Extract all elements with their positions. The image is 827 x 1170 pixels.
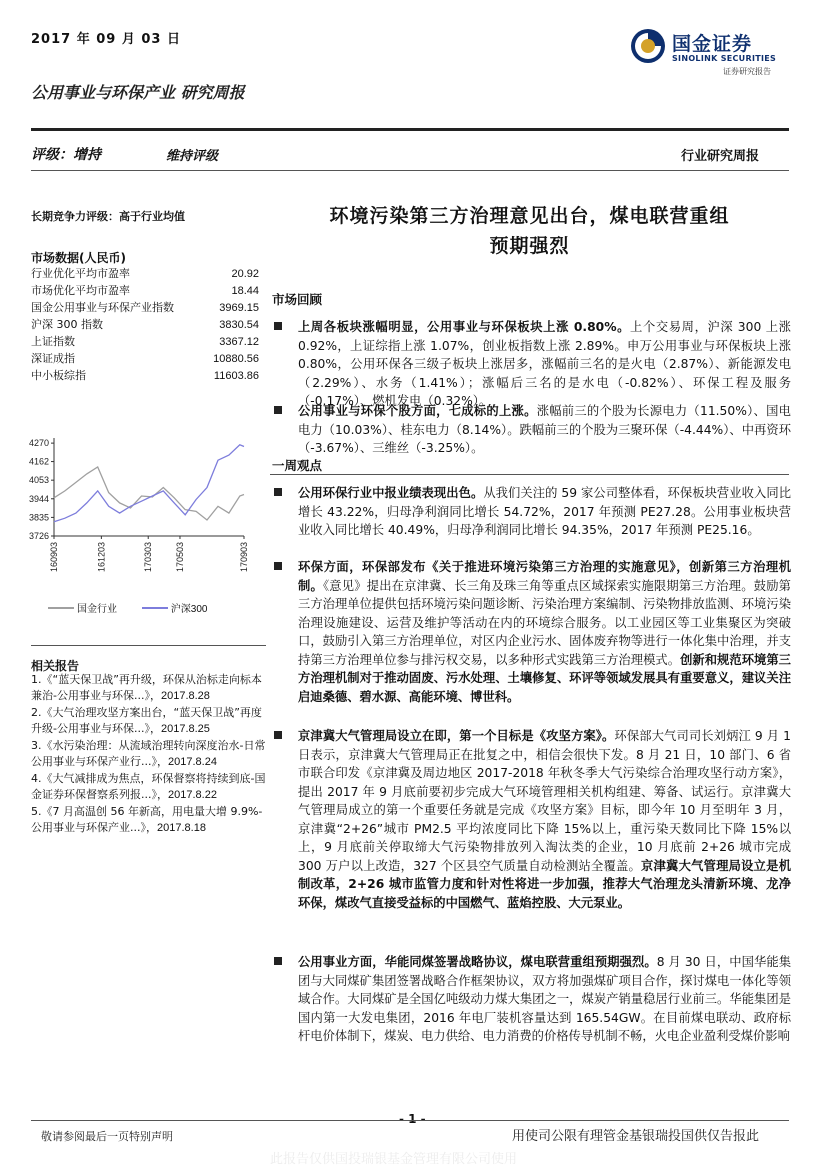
- y-tick-label: 4162: [28, 456, 49, 467]
- market-data-row: [31, 267, 259, 281]
- bullet-bold: 京津冀大气管理局设立在即，第一个目标是《攻坚方案》。: [298, 729, 615, 743]
- related-reports-list: [31, 672, 266, 837]
- bullet-icon: [274, 731, 282, 739]
- market-data-label: 市场优化平均市盈率: [31, 284, 130, 297]
- logo-english-name: SINOLINK SECURITIES: [672, 54, 777, 63]
- related-reports-title: 相关报告: [31, 659, 80, 673]
- legend-item-hs300: [142, 600, 208, 615]
- report-category-title: 公用事业与环保产业 研究周报: [31, 83, 245, 102]
- bullet-text: 涨幅前三的个股为长源电力（11.50%）、国电电力（10.03%）、桂东电力（8.14%）。跌幅前三的个股为三聚环保（-4.44%）、中再资环（-3.67%）、三维丝（-3.25%）。: [298, 404, 791, 455]
- report-date: 2017 年 09 月 03 日: [31, 32, 181, 47]
- legend-swatch-industry: [48, 607, 74, 609]
- related-report-item[interactable]: [31, 705, 266, 737]
- bullet-air-management: [274, 727, 791, 912]
- page-number: - 1 -: [399, 1112, 426, 1126]
- market-data-table: [31, 267, 259, 386]
- market-data-value: 20.92: [231, 268, 259, 280]
- bullet-earnings: [274, 484, 791, 540]
- market-data-value: 11603.86: [213, 370, 259, 382]
- market-data-value: 3969.15: [219, 302, 259, 314]
- market-data-label: 行业优化平均市盈率: [31, 267, 130, 280]
- disclaimer-note: 敬请参阅最后一页特别声明: [41, 1130, 173, 1143]
- legend-label-industry: 国金行业: [77, 604, 117, 615]
- main-title: [270, 201, 789, 261]
- market-data-label: 沪深 300 指数: [31, 318, 103, 331]
- related-report-date: 2017.8.25: [160, 722, 210, 735]
- market-data-value: 3367.12: [219, 336, 259, 348]
- bullet-stocks: [274, 402, 791, 458]
- bullet-icon: [274, 562, 282, 570]
- market-data-row: [31, 369, 259, 383]
- market-data-label: 深证成指: [31, 352, 75, 365]
- related-report-title[interactable]: 5.《7 月高温创 56 年新高，用电量大增 9.9%-公用事业与环保产业...》，: [31, 805, 263, 834]
- bullet-bold: 公用事业与环保个股方面，七成标的上涨。: [298, 404, 537, 418]
- section-market-review: 市场回顾: [272, 292, 323, 307]
- related-report-item[interactable]: [31, 672, 266, 704]
- market-data-row: [31, 318, 259, 332]
- bullet-bold: 上周各板块涨幅明显，公用事业与环保板块上涨 0.80%。: [298, 320, 631, 334]
- report-type: 行业研究周报: [681, 149, 760, 164]
- legend-label-hs300: 沪深300: [170, 604, 208, 615]
- rating-label: 评级：: [31, 147, 73, 163]
- y-tick-label: 3726: [28, 531, 49, 541]
- logo-subtitle: 证券研究报告: [723, 67, 771, 76]
- related-report-item[interactable]: [31, 771, 266, 803]
- x-tick-label: 161203: [96, 542, 107, 573]
- bullet-text: 《意见》提出在京津冀、长三角及珠三角等重点区域探索实施限期第三方治理。鼓励第三方治理单位提供包括环境污染问题诊断、污染治理方案编制、污染物排放监测、环境污染治理设施建设、运营及维护等活动在内的环境综合服务。以工业园区等工业集聚区为突破口，鼓励引入第三方治理单位，对区内企业污水、固体废弃物等进行一体化集中治理，并支持第三方治理单位参与排污权交易，以多种形式实践第三方治理模式。: [298, 578, 791, 667]
- series-line-industry: [54, 467, 244, 520]
- bullet-third-party-governance: [274, 558, 791, 706]
- bullet-market-sectors: [274, 318, 791, 411]
- y-tick-label: 3944: [28, 493, 49, 504]
- y-tick-label: 3835: [28, 512, 49, 523]
- related-report-date: 2017.8.24: [168, 755, 217, 768]
- rating-value: 增持: [73, 147, 101, 163]
- header-divider: [31, 128, 789, 131]
- bullet-bold: 公用环保行业中报业绩表现出色。: [298, 486, 484, 500]
- bullet-icon: [274, 957, 282, 965]
- bullet-bold: 环保方面，环保部发布《关于推进环境污染第三方治理的实施意见》，创新第三方治理机制。: [298, 560, 791, 593]
- related-report-item[interactable]: [31, 804, 266, 836]
- section-divider: [270, 474, 789, 475]
- related-report-date: 2017.8.18: [157, 821, 206, 834]
- market-data-row: [31, 352, 259, 366]
- market-data-value: 10880.56: [213, 353, 259, 365]
- main-title-line2: 预期强烈: [489, 235, 570, 257]
- related-report-date: 2017.8.22: [168, 788, 217, 801]
- main-title-line1: 环境污染第三方治理意见出台，煤电联营重组: [329, 205, 730, 227]
- market-data-row: [31, 301, 259, 315]
- footer-divider: [31, 1120, 789, 1121]
- market-data-row: [31, 284, 259, 298]
- y-tick-label: 4053: [28, 475, 49, 486]
- chart-legend: [48, 600, 229, 615]
- bullet-bold: 公用事业方面，华能同煤签署战略协议，煤电联营重组预期强烈。: [298, 955, 657, 969]
- bullet-utilities: [274, 953, 791, 1046]
- usage-notice: 用使司公限有理管金基银瑞投国供仅告报此: [512, 1129, 760, 1144]
- related-report-title[interactable]: 2.《大气治理攻坚方案出台，“蓝天保卫战”再度升级-公用事业与环保...》，: [31, 706, 262, 735]
- market-data-value: 18.44: [231, 285, 259, 297]
- y-tick-label: 4270: [28, 438, 49, 449]
- maintain-rating: 维持评级: [166, 149, 219, 164]
- bullet-bold-conclusion: 京津冀大气管理局设立是机制改革，2+26 城市监管力度和针对性将进一步加强，推荐大气治理龙头清新环境、龙净环保，煤改气直接受益标的中国燃气、蓝焰控股、大元泵业。: [298, 858, 791, 910]
- market-data-title: 市场数据(人民币): [31, 251, 126, 265]
- related-report-date: 2017.8.28: [160, 689, 210, 702]
- market-data-value: 3830.54: [219, 319, 259, 331]
- market-data-label: 国金公用事业与环保产业指数: [31, 301, 174, 314]
- market-data-row: [31, 335, 259, 349]
- related-report-title[interactable]: 4.《大气减排成为焦点，环保督察将持续到底-国金证券环保督察系列报...》，: [31, 772, 266, 801]
- bullet-text: 环保部大气司司长刘炳江 9 月 1 日表示，京津冀大气管理局正在批复之中，相信会很快下发。8 月 21 日，10 部门、6 省市联合印发《京津冀及周边地区 2017-2018 年秋冬季大气污染综合治理攻坚行动方案》，提出 2017 年 9 月底前要初步完成大气环境管理相关机构组建、筹备、试运行。京津冀大气管理局成立的第一个重要任务就是完成《攻坚方案》目标，即今年 10 月至明年 3 月，京津冀“2+26”城市 PM2.5 平均浓度同比下降 15%以上，重污染天数同比下降 15%以上，9 月底前关停取缔大气污染物排放列入淘汰类的企业，10 月底前 2+26 城市完成 300 万户以上改造，327 个区县空气质量自动检测站全覆盖。: [298, 729, 791, 873]
- bullet-icon: [274, 488, 282, 496]
- sinolink-logo-icon: [629, 27, 667, 65]
- legend-item-industry: [48, 600, 117, 615]
- long-term-rating: 长期竞争力评级：高于行业均值: [31, 210, 185, 223]
- logo-chinese-name: 国金证券: [672, 33, 753, 55]
- x-tick-label: 160903: [49, 542, 59, 573]
- bullet-text: 8 月 30 日，中国华能集团与大同煤矿集团签署战略合作框架协议，双方将加强煤矿项目合作，探讨煤电一体化等领域合作。大同煤矿是全国亿吨级动力煤大集团之一，煤炭产销量稳居行业前三。华能集团是国内第一大发电集团，2016 年电厂装机容量达到 165.54GW。在目前煤电联动、政府标杆电价体制下，煤炭、电力供给、电力消费的价格传导机制不畅，火电企业盈利受煤价影响: [298, 955, 791, 1043]
- related-report-item[interactable]: [31, 738, 266, 770]
- legend-swatch-hs300: [142, 607, 168, 609]
- sidebar-divider: [31, 645, 266, 646]
- bullet-text: 上个交易周，沪深 300 上涨 0.92%，上证综指上涨 1.07%，创业板指数上涨 2.89%。申万公用事业与环保板块上涨 0.80%，公用环保各三级子板块上涨居多，涨幅前三名的是火电（2.87%）、新能源发电（2.29%）、水务（1.41%）；涨幅后三名的是水电（-0.82%）、环保工程及服务（-0.17%）、燃机发电（0.32%）。: [298, 320, 791, 408]
- rating-divider: [31, 170, 789, 171]
- rating: [31, 144, 101, 164]
- bullet-icon: [274, 322, 282, 330]
- x-tick-label: 170503: [174, 542, 185, 573]
- market-data-label: 上证指数: [31, 335, 75, 348]
- related-report-title[interactable]: 3.《水污染治理：从流域治理转向深度治水-日常公用事业与环保产业行...》，: [31, 739, 266, 768]
- bullet-text: 从我们关注的 59 家公司整体看，环保板块营业收入同比增长 43.22%，归母净利润同比增长 54.72%，2017 年预测 PE27.28。公用事业板块营业收入同比增长 40.49%，归母净利润同比增长 94.35%，2017 年预测 PE25.16。: [298, 486, 791, 537]
- x-tick-label: 170303: [143, 542, 154, 573]
- bullet-bold-conclusion: 创新和规范环境第三方治理机制对于推动固废、污水处理、土壤修复、环评等领域发展具有重要意义，建议关注启迪桑德、碧水源、高能环境、博世科。: [298, 652, 791, 704]
- index-line-chart: [18, 430, 258, 616]
- x-tick-label: 170903: [239, 542, 249, 573]
- watermark: 此报告仅供国投瑞银基金管理有限公司使用: [270, 1152, 518, 1167]
- section-weekly-view: 一周观点: [272, 458, 323, 473]
- related-report-title[interactable]: 1.《“蓝天保卫战”再升级，环保从治标走向标本兼治-公用事业与环保...》，: [31, 673, 262, 702]
- market-data-label: 中小板综指: [31, 369, 86, 382]
- bullet-icon: [274, 406, 282, 414]
